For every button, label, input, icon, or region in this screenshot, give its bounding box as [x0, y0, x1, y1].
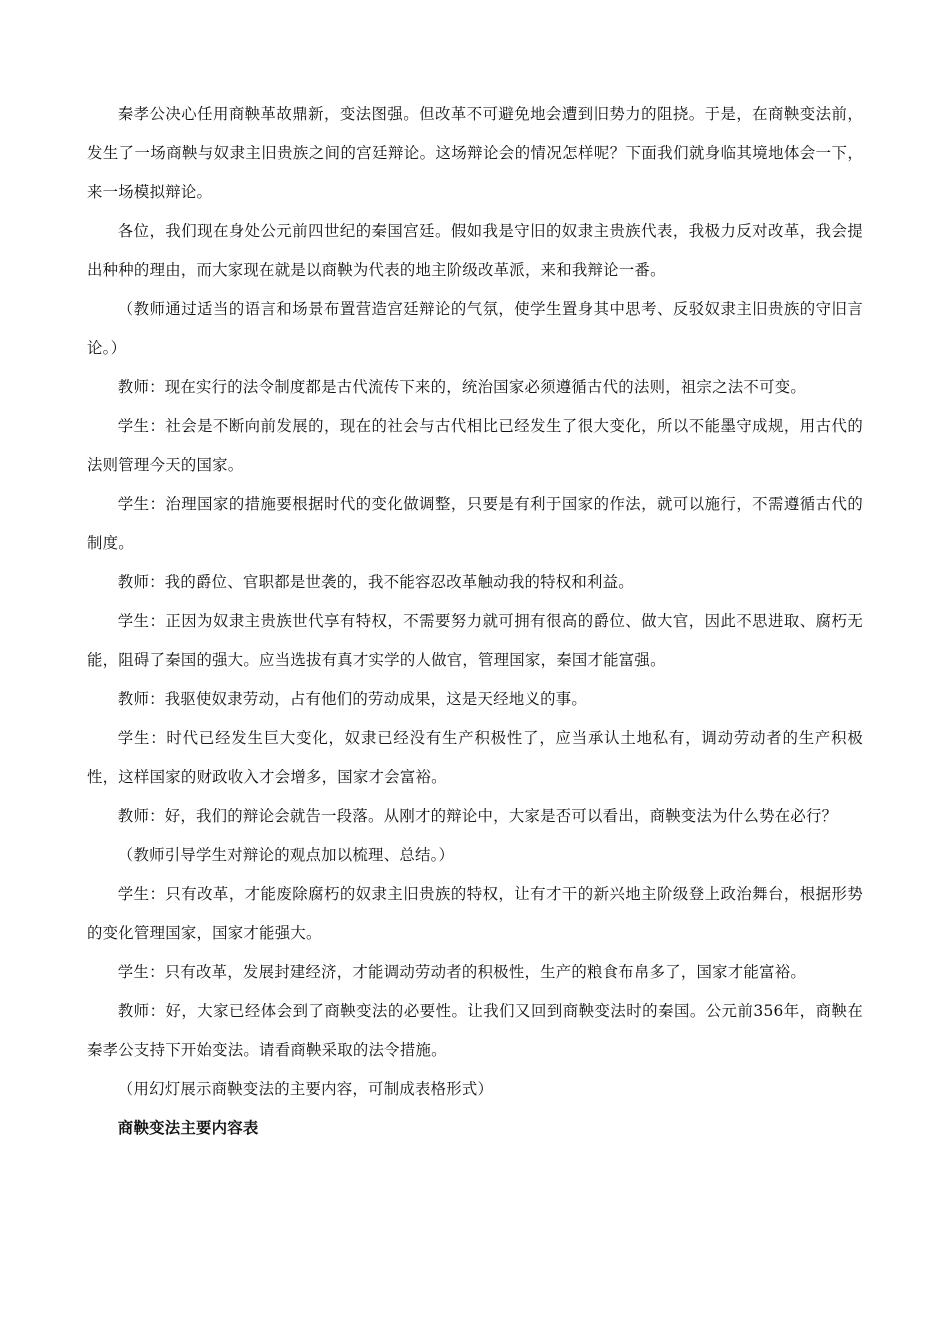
paragraph-setting: 各位，我们现在身处公元前四世纪的秦国宫廷。假如我是守旧的奴隶主贵族代表，我极力反对改革，我会提出种种的理由，而大家现在就是以商鞅为代表的地主阶级改革派，来和我辩论一番。	[87, 222, 863, 279]
paragraph-note-slides: （用幻灯展示商鞅变法的主要内容，可制成表格形式）	[117, 1080, 494, 1098]
dialogue-student-5: 学生：只有改革，才能废除腐朽的奴隶主旧贵族的特权，让有才干的新兴地主阶级登上政治舞台，根据形势的变化管理国家，国家才能强大。	[87, 885, 863, 942]
dialogue-teacher-2: 教师：我的爵位、官职都是世袭的，我不能容忍改革触动我的特权和利益。	[117, 573, 634, 591]
dialogue-teacher-3: 教师：我驱使奴隶劳动，占有他们的劳动成果，这是天经地义的事。	[117, 690, 588, 708]
document-body	[87, 95, 863, 1148]
dialogue-student-4: 学生：时代已经发生巨大变化，奴隶已经没有生产积极性了，应当承认土地私有，调动劳动者的生产积极性，这样国家的财政收入才会增多，国家才会富裕。	[87, 729, 863, 786]
paragraph-intro: 秦孝公决心任用商鞅革故鼎新，变法图强。但改革不可避免地会遭到旧势力的阻挠。于是，在商鞅变法前，发生了一场商鞅与奴隶主旧贵族之间的宫廷辩论。这场辩论会的情况怎样呢？下面我们就身临其境地体会一下，来一场模拟辩论。	[87, 105, 863, 201]
dialogue-teacher-4: 教师：好，我们的辩论会就告一段落。从刚才的辩论中，大家是否可以看出，商鞅变法为什么势在必行？	[117, 807, 838, 825]
dialogue-student-3: 学生：正因为奴隶主贵族世代享有特权，不需要努力就可拥有很高的爵位、做大官，因此不思进取、腐朽无能，阻碍了秦国的强大。应当选拔有真才实学的人做官，管理国家，秦国才能富强。	[87, 612, 863, 669]
dialogue-student-1: 学生：社会是不断向前发展的，现在的社会与古代相比已经发生了很大变化，所以不能墨守成规，用古代的法则管理今天的国家。	[87, 417, 863, 474]
paragraph-note-summary: （教师引导学生对辩论的观点加以梳理、总结。）	[117, 846, 455, 864]
dialogue-student-2: 学生：治理国家的措施要根据时代的变化做调整，只要是有利于国家的作法，就可以施行，不需遵循古代的制度。	[87, 495, 863, 552]
dialogue-teacher-5: 教师：好，大家已经体会到了商鞅变法的必要性。让我们又回到商鞅变法时的秦国。公元前356年，商鞅在秦孝公支持下开始变法。请看商鞅采取的法令措施。	[87, 1002, 863, 1059]
dialogue-teacher-1: 教师：现在实行的法令制度都是古代流传下来的，统治国家必须遵循古代的法则，祖宗之法不可变。	[117, 378, 806, 396]
dialogue-student-6: 学生：只有改革，发展封建经济，才能调动劳动者的积极性，生产的粮食布帛多了，国家才能富裕。	[117, 963, 806, 981]
paragraph-note-atmosphere: （教师通过适当的语言和场景布置营造宫廷辩论的气氛，使学生置身其中思考、反驳奴隶主旧贵族的守旧言论。）	[87, 300, 863, 357]
table-title: 商鞅变法主要内容表	[117, 1119, 259, 1137]
